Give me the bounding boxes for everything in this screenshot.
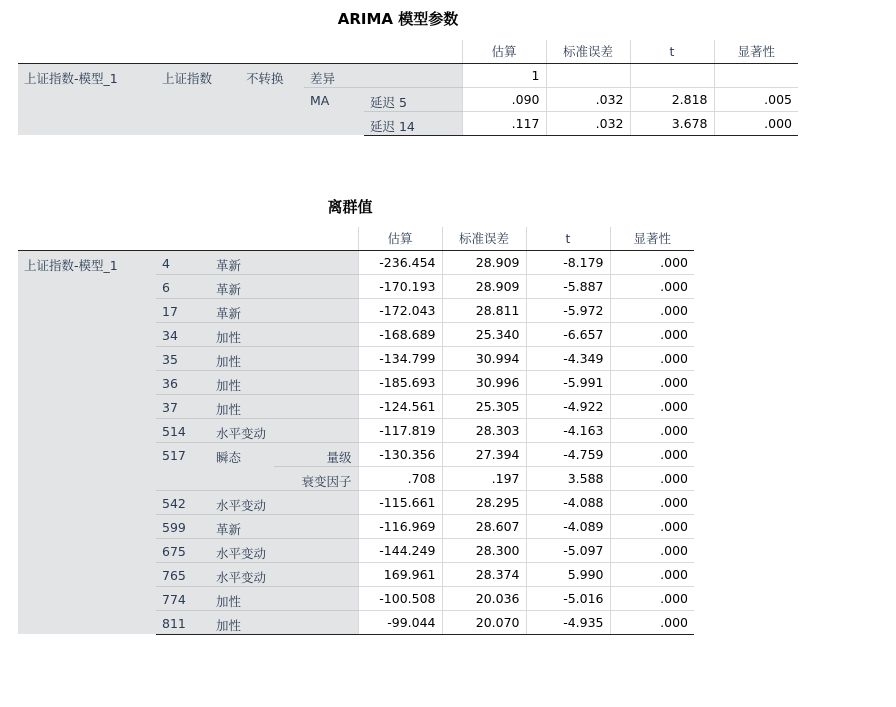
outliers-header-t: t <box>526 227 610 250</box>
arima-header-std-error: 标准误差 <box>546 40 630 63</box>
outliers-std-error-cell: 30.994 <box>442 346 526 370</box>
outliers-t-cell: -5.972 <box>526 298 610 322</box>
outliers-observation-cell: 35 <box>156 346 210 370</box>
arima-std-error-cell: .032 <box>546 111 630 135</box>
outliers-observation-cell: 542 <box>156 490 210 514</box>
outliers-t-cell: 5.990 <box>526 562 610 586</box>
outliers-header-estimate: 估算 <box>358 227 442 250</box>
outliers-t-cell: -4.163 <box>526 418 610 442</box>
outliers-std-error-cell: 28.909 <box>442 274 526 298</box>
outliers-t-cell: -5.887 <box>526 274 610 298</box>
outliers-subtype-cell: 衰变因子 <box>274 466 358 490</box>
outliers-significance-cell: .000 <box>610 586 694 610</box>
outliers-t-cell: -5.097 <box>526 538 610 562</box>
arima-significance-cell: .000 <box>714 111 798 135</box>
outliers-observation-cell: 774 <box>156 586 210 610</box>
outliers-significance-cell: .000 <box>610 466 694 490</box>
outliers-observation-cell: 765 <box>156 562 210 586</box>
arima-transform-label: 不转换 <box>240 63 304 135</box>
arima-std-error-cell <box>546 63 630 87</box>
outliers-type-cell: 加性 <box>210 610 358 634</box>
outliers-significance-cell: .000 <box>610 418 694 442</box>
outliers-std-error-cell: 28.295 <box>442 490 526 514</box>
outliers-header-significance: 显著性 <box>610 227 694 250</box>
outliers-t-cell: -8.179 <box>526 250 610 274</box>
outliers-observation-cell: 599 <box>156 514 210 538</box>
outliers-t-cell: -5.016 <box>526 586 610 610</box>
outliers-observation-cell: 36 <box>156 370 210 394</box>
arima-ma-label: MA <box>304 87 364 135</box>
arima-corner-cell <box>18 40 462 63</box>
outliers-t-cell: -4.922 <box>526 394 610 418</box>
outliers-estimate-cell: -99.044 <box>358 610 442 634</box>
outliers-t-cell: -4.349 <box>526 346 610 370</box>
outliers-significance-cell: .000 <box>610 514 694 538</box>
outliers-subtype-cell: 量级 <box>274 442 358 466</box>
arima-series-label: 上证指数 <box>156 63 240 135</box>
arima-t-cell: 3.678 <box>630 111 714 135</box>
outliers-observation-cell: 811 <box>156 610 210 634</box>
outliers-significance-cell: .000 <box>610 274 694 298</box>
outliers-std-error-cell: 28.303 <box>442 418 526 442</box>
arima-estimate-cell: .117 <box>462 111 546 135</box>
outliers-estimate-cell: -116.969 <box>358 514 442 538</box>
outliers-std-error-cell: 20.036 <box>442 586 526 610</box>
arima-diff-label: 差异 <box>304 63 364 87</box>
arima-table-title: ARIMA 模型参数 <box>337 10 459 28</box>
outliers-std-error-cell: 20.070 <box>442 610 526 634</box>
outliers-corner-cell <box>18 227 358 250</box>
outliers-estimate-cell: -124.561 <box>358 394 442 418</box>
outliers-type-cell: 加性 <box>210 394 358 418</box>
outliers-table-title: 离群值 <box>327 198 373 216</box>
outliers-significance-cell: .000 <box>610 562 694 586</box>
arima-t-cell <box>630 63 714 87</box>
outliers-estimate-cell: -117.819 <box>358 418 442 442</box>
outliers-type-cell: 加性 <box>210 322 358 346</box>
outliers-estimate-cell: -185.693 <box>358 370 442 394</box>
outliers-std-error-cell: 25.340 <box>442 322 526 346</box>
outliers-estimate-cell: -170.193 <box>358 274 442 298</box>
arima-significance-cell <box>714 63 798 87</box>
outliers-significance-cell: .000 <box>610 250 694 274</box>
outliers-std-error-cell: 28.374 <box>442 562 526 586</box>
arima-parameters-table <box>18 40 798 136</box>
outliers-std-error-cell: 28.811 <box>442 298 526 322</box>
outliers-significance-cell: .000 <box>610 538 694 562</box>
outliers-type-cell: 革新 <box>210 514 358 538</box>
outliers-estimate-cell: -100.508 <box>358 586 442 610</box>
arima-estimate-cell: .090 <box>462 87 546 111</box>
outliers-model-label: 上证指数-模型_1 <box>18 250 156 634</box>
arima-header-significance: 显著性 <box>714 40 798 63</box>
outliers-estimate-cell: -168.689 <box>358 322 442 346</box>
outliers-type-cell: 革新 <box>210 274 358 298</box>
outliers-observation-cell: 6 <box>156 274 210 298</box>
arima-header-t: t <box>630 40 714 63</box>
outliers-type-cell: 加性 <box>210 346 358 370</box>
outliers-observation-cell: 514 <box>156 418 210 442</box>
outliers-type-cell: 瞬态 <box>210 442 274 490</box>
arima-lag-label <box>364 63 462 87</box>
outliers-t-cell: -4.759 <box>526 442 610 466</box>
outliers-significance-cell: .000 <box>610 610 694 634</box>
table-row <box>18 63 798 87</box>
outliers-type-cell: 水平变动 <box>210 538 358 562</box>
outliers-observation-cell: 517 <box>156 442 210 490</box>
outliers-table <box>18 227 694 635</box>
outliers-observation-cell: 34 <box>156 322 210 346</box>
outliers-estimate-cell: -236.454 <box>358 250 442 274</box>
outliers-estimate-cell: -144.249 <box>358 538 442 562</box>
outliers-t-cell: -4.088 <box>526 490 610 514</box>
outliers-t-cell: 3.588 <box>526 466 610 490</box>
outliers-significance-cell: .000 <box>610 442 694 466</box>
outliers-observation-cell: 675 <box>156 538 210 562</box>
outliers-significance-cell: .000 <box>610 370 694 394</box>
outliers-observation-cell: 17 <box>156 298 210 322</box>
outliers-type-cell: 革新 <box>210 298 358 322</box>
outliers-estimate-cell: -134.799 <box>358 346 442 370</box>
arima-header-estimate: 估算 <box>462 40 546 63</box>
arima-lag-label: 延迟 14 <box>364 111 462 135</box>
arima-t-cell: 2.818 <box>630 87 714 111</box>
outliers-header-std-error: 标准误差 <box>442 227 526 250</box>
outliers-type-cell: 加性 <box>210 370 358 394</box>
outliers-estimate-cell: 169.961 <box>358 562 442 586</box>
outliers-estimate-cell: -115.661 <box>358 490 442 514</box>
outliers-estimate-cell: -130.356 <box>358 442 442 466</box>
outliers-significance-cell: .000 <box>610 346 694 370</box>
outliers-std-error-cell: 28.909 <box>442 250 526 274</box>
outliers-type-cell: 加性 <box>210 586 358 610</box>
arima-lag-label: 延迟 5 <box>364 87 462 111</box>
arima-header-row <box>18 40 798 63</box>
outliers-estimate-cell: -172.043 <box>358 298 442 322</box>
arima-model-label: 上证指数-模型_1 <box>18 63 156 135</box>
outliers-t-cell: -4.089 <box>526 514 610 538</box>
arima-std-error-cell: .032 <box>546 87 630 111</box>
outliers-observation-cell: 37 <box>156 394 210 418</box>
outliers-significance-cell: .000 <box>610 394 694 418</box>
outliers-std-error-cell: .197 <box>442 466 526 490</box>
outliers-significance-cell: .000 <box>610 490 694 514</box>
outliers-significance-cell: .000 <box>610 322 694 346</box>
outliers-std-error-cell: 28.607 <box>442 514 526 538</box>
outliers-significance-cell: .000 <box>610 298 694 322</box>
outliers-observation-cell: 4 <box>156 250 210 274</box>
outliers-t-cell: -4.935 <box>526 610 610 634</box>
outliers-std-error-cell: 30.996 <box>442 370 526 394</box>
outliers-type-cell: 水平变动 <box>210 562 358 586</box>
outliers-t-cell: -5.991 <box>526 370 610 394</box>
arima-estimate-cell: 1 <box>462 63 546 87</box>
outliers-std-error-cell: 27.394 <box>442 442 526 466</box>
table-row <box>18 250 694 274</box>
outliers-type-cell: 水平变动 <box>210 418 358 442</box>
outliers-estimate-cell: .708 <box>358 466 442 490</box>
outliers-header-row <box>18 227 694 250</box>
outliers-type-cell: 革新 <box>210 250 358 274</box>
outliers-type-cell: 水平变动 <box>210 490 358 514</box>
outliers-t-cell: -6.657 <box>526 322 610 346</box>
arima-significance-cell: .005 <box>714 87 798 111</box>
outliers-std-error-cell: 28.300 <box>442 538 526 562</box>
outliers-std-error-cell: 25.305 <box>442 394 526 418</box>
